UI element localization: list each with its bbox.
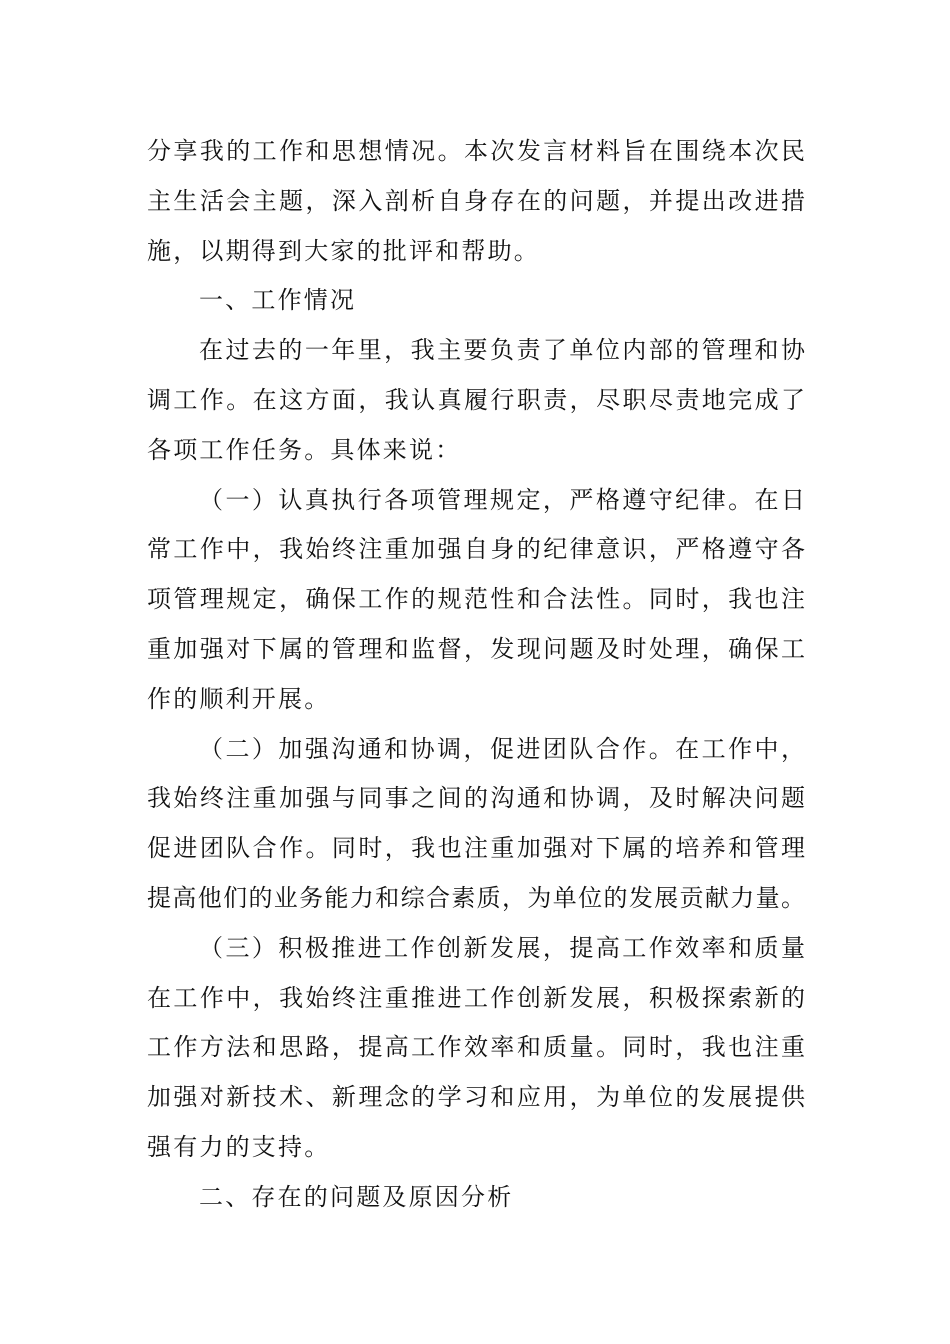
section-heading: 一、工作情况 xyxy=(199,286,357,315)
paragraph-line: 在工作中，我始终注重推进工作创新发展，积极探索新的 xyxy=(147,983,805,1012)
paragraph-line: （一）认真执行各项管理规定，严格遵守纪律。在日 xyxy=(199,485,805,514)
paragraph-line: 我始终注重加强与同事之间的沟通和协调，及时解决问题 xyxy=(147,784,805,813)
paragraph-line: 工作方法和思路，提高工作效率和质量。同时，我也注重 xyxy=(147,1033,805,1062)
paragraph-line: 各项工作任务。具体来说： xyxy=(147,435,462,464)
paragraph-line: 提高他们的业务能力和综合素质，为单位的发展贡献力量。 xyxy=(147,883,805,912)
paragraph-line: 加强对新技术、新理念的学习和应用，为单位的发展提供 xyxy=(147,1083,805,1112)
document-page xyxy=(147,127,805,1223)
section-heading: 二、存在的问题及原因分析 xyxy=(199,1182,514,1211)
intro-line: 施，以期得到大家的批评和帮助。 xyxy=(147,236,540,265)
intro-line: 分享我的工作和思想情况。本次发言材料旨在围绕本次民 xyxy=(147,137,805,165)
paragraph-line: 促进团队合作。同时，我也注重加强对下属的培养和管理 xyxy=(147,834,805,863)
paragraph-line: 重加强对下属的管理和监督，发现问题及时处理，确保工 xyxy=(147,634,805,663)
intro-line: 主生活会主题，深入剖析自身存在的问题，并提出改进措 xyxy=(147,186,805,215)
paragraph-line: 在过去的一年里，我主要负责了单位内部的管理和协 xyxy=(199,336,805,365)
paragraph-line: 调工作。在这方面，我认真履行职责，尽职尽责地完成了 xyxy=(147,385,805,414)
paragraph-line: （二）加强沟通和协调，促进团队合作。在工作中， xyxy=(199,734,805,763)
paragraph-line: 强有力的支持。 xyxy=(147,1132,331,1161)
paragraph-line: 作的顺利开展。 xyxy=(147,684,331,713)
paragraph-line: 项管理规定，确保工作的规范性和合法性。同时，我也注 xyxy=(147,585,805,614)
paragraph-line: 常工作中，我始终注重加强自身的纪律意识，严格遵守各 xyxy=(147,535,805,564)
paragraph-line: （三）积极推进工作创新发展，提高工作效率和质量 xyxy=(199,933,805,962)
